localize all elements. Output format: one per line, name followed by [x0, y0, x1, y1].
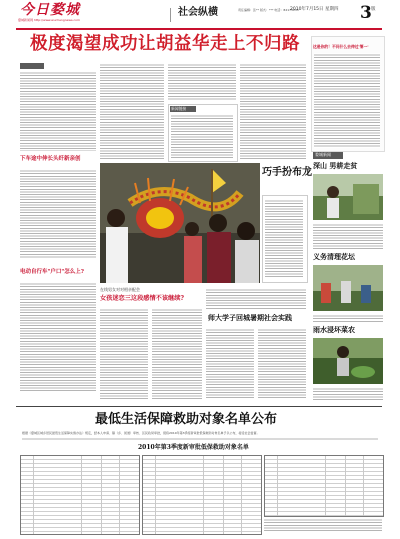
left-story-2-title: 电动自行车"户口"怎么上?: [20, 269, 84, 275]
left-article-2: [20, 169, 96, 259]
right-story-1-text: [313, 223, 383, 249]
main-headline: 极度渴望成功让胡益华走上不归路: [30, 34, 300, 54]
right-photo-3: [313, 338, 383, 384]
feature-title: 巧手扮布龙: [262, 167, 312, 178]
story-right-text-top: [206, 288, 306, 310]
story-col-2: [152, 308, 202, 400]
right-photo-2: [313, 265, 383, 311]
main-article-col-3: [240, 63, 306, 159]
right-top-text: [314, 53, 380, 148]
editor-info: 责任编辑：张** 版式：*** 电话：82173233: [238, 8, 299, 12]
story-right-col-2: [258, 328, 306, 400]
page-suffix: 版: [371, 7, 376, 12]
story-right-title: 师大学子回城暑期社会实践: [208, 313, 292, 322]
news-link-text: [171, 114, 233, 158]
bottom-rule: [16, 406, 382, 407]
right-story-1-title: 深山 男耕走贫: [313, 161, 358, 170]
right-top-title: 这是你的！不问什么去伸过'第一': [313, 44, 369, 49]
header-rule: [16, 28, 382, 30]
dragon-photo: [100, 163, 260, 283]
right-label-text: 婺城新闻: [315, 152, 331, 157]
left-article-3: [20, 282, 96, 392]
left-story-1-title: 下车途中伸长头纤新亲创: [20, 156, 81, 162]
issue-weekday: 星期四: [325, 7, 339, 12]
right-story-2-title: 义务清理花坛: [313, 252, 355, 261]
bottom-subtitle: 2010年第3季度新审批低保救助对象名单: [138, 444, 249, 451]
list-table-middle: [142, 455, 262, 535]
main-article-col-2: [168, 63, 236, 101]
masthead-url: 婺城新闻网 http://www.wuchengnews.com: [18, 18, 80, 22]
left-label: [20, 63, 44, 69]
story-col-1: [100, 308, 148, 400]
list-table-right: [264, 455, 384, 517]
news-link-label-text: 新闻链接: [171, 106, 187, 111]
masthead-logo: 今日婺城: [20, 2, 80, 18]
story-right-col-1: [206, 328, 254, 400]
list-table-left: [20, 455, 140, 535]
main-article-col-1: [100, 63, 164, 159]
right-story-2-text: [313, 314, 383, 322]
right-story-3-text: [313, 387, 383, 400]
left-article-1: [20, 71, 96, 151]
bottom-intro-more: [22, 437, 378, 441]
bottom-footnote: [264, 518, 382, 532]
section-name: 社会纵横: [178, 7, 218, 18]
feature-caption: [265, 199, 303, 277]
story-kicker: 在线男女对对相亲配会: [100, 287, 140, 292]
right-story-3-title: 雨水浸坏菜农: [313, 325, 355, 334]
page-number: 3: [360, 3, 372, 23]
bottom-title: 最低生活保障救助对象名单公布: [95, 412, 278, 427]
issue-date: 2010年7月15日: [290, 7, 324, 12]
masthead-divider: [170, 8, 171, 22]
right-photo-1: [313, 174, 383, 220]
bottom-intro: 根据《婺城区城乡居民最低生活保障实施办法》规定，经本人申请、镇（乡、街道）审核、区民政局审批，现将2010年第3季度新审批低保救助对象名单予以公布，接受社会监督。: [22, 431, 260, 435]
story-title: 女孩迷恋三这段感情不该继续?: [100, 295, 185, 302]
